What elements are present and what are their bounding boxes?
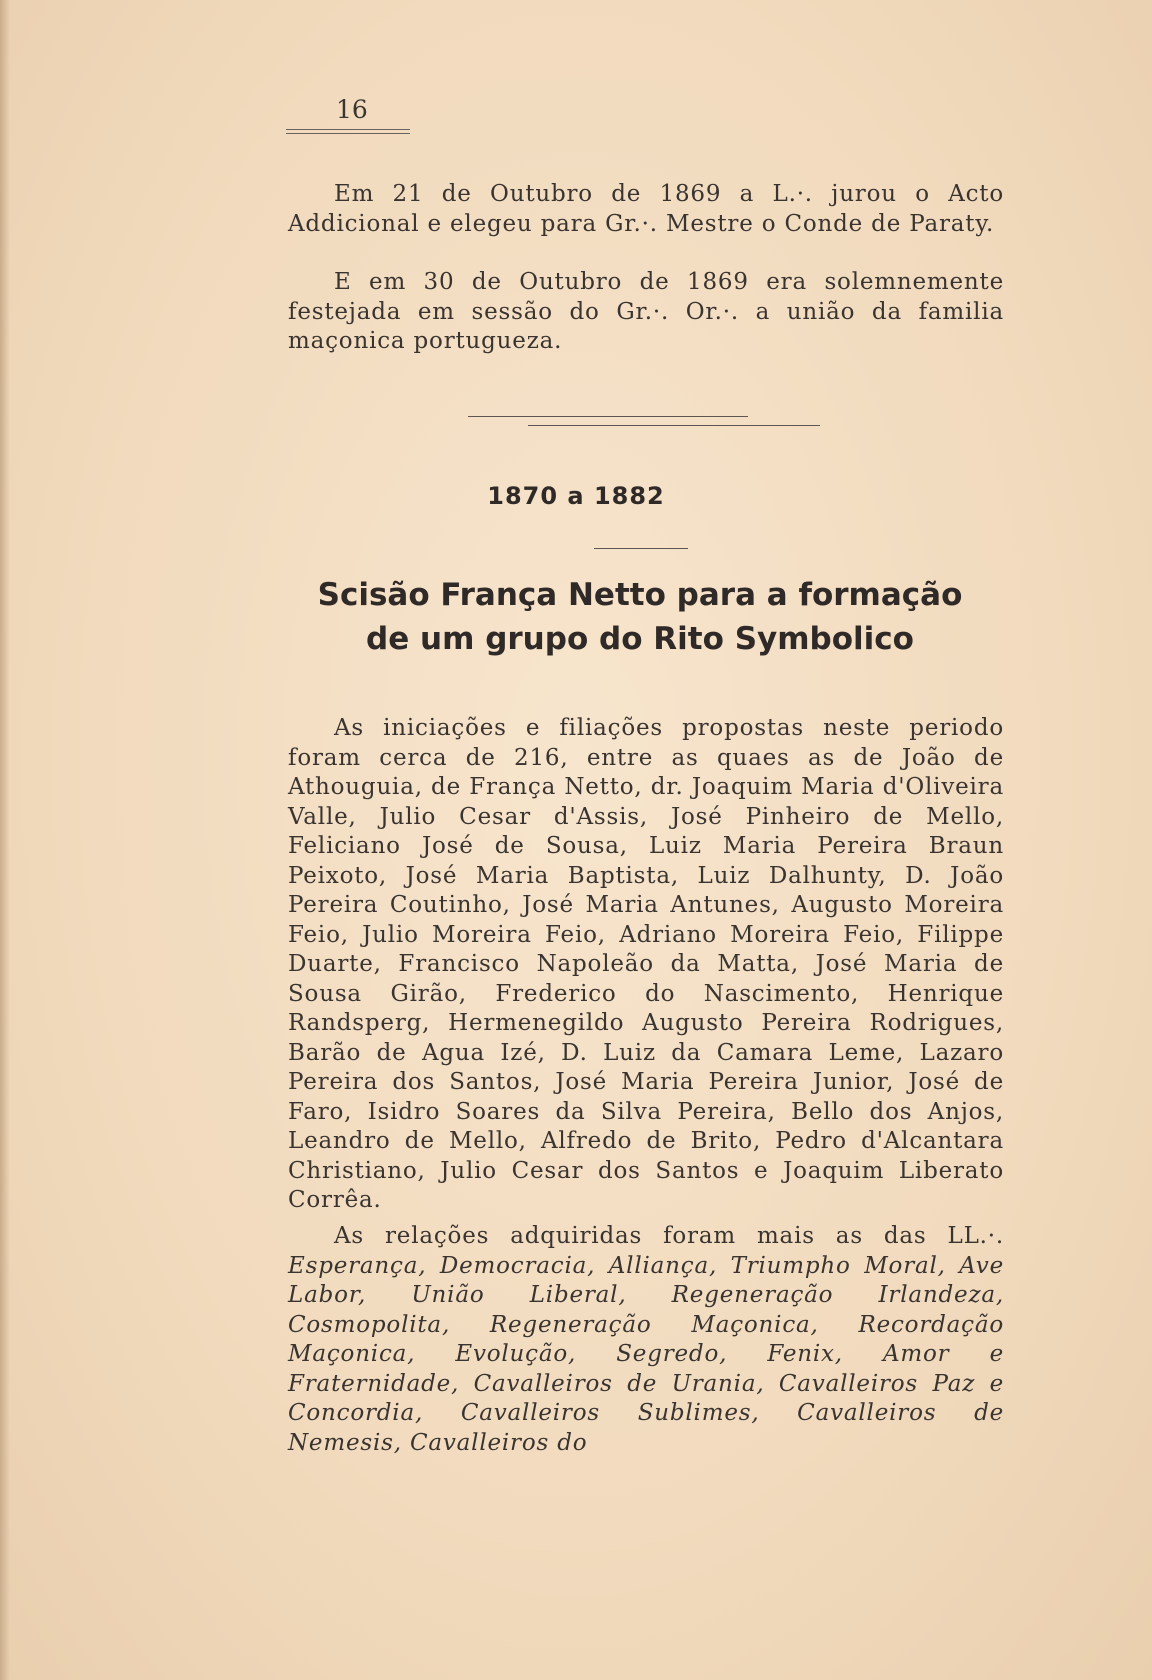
body-paragraph-relacoes <box>288 1222 1004 1458</box>
lodge-names-list: Esperança, Democracia, Alliança, Triumpho Moral, Ave Labor, União Liberal, Regeneração Irlandeza, Cosmopolita, Regeneração Maçonica, Recordação Maçonica, Evolução, Segredo, Fenix, Amor e Fraternidade, Cavalleiros de Urania, Cavalleiros Paz e Concordia, Cavalleiros Sublimes, Cavalleiros de Nemesis, Cavalleiros do <box>288 1252 1004 1456</box>
intro-paragraph-acto-addicional: Em 21 de Outubro de 1869 a L.·. jurou o Acto Addicional e elegeu para Gr.·. Mestre o Conde de Paraty. <box>288 181 1004 237</box>
intro-paragraph-uniao-familia: E em 30 de Outubro de 1869 era solemnemente festejada em sessão do Gr.·. Or.·. a união da familia maçonica portugueza. <box>288 269 1004 354</box>
section-divider-lower <box>528 425 820 426</box>
page-number: 16 <box>336 95 368 124</box>
period-underline <box>594 548 688 549</box>
page-number-rule-bottom <box>286 133 410 134</box>
section-title-line-2: de um grupo do Rito Symbolico <box>366 621 914 657</box>
period-heading: 1870 a 1882 <box>487 482 665 510</box>
section-title-line-1: Scisão França Netto para a formação <box>317 577 963 613</box>
section-divider-upper <box>468 416 748 417</box>
page-edge-shadow <box>0 0 10 1680</box>
page-number-rule-top <box>286 129 410 130</box>
body-paragraph-iniciacoes: As iniciações e filiações propostas neste periodo foram cerca de 216, entre as quaes as de João de Athouguia, de França Netto, dr. Joaquim Maria d'Oliveira Valle, Julio Cesar d'Assis, José Pinheiro de Mello, Feliciano José de Sousa, Luiz Maria Pereira Braun Peixoto, José Maria Baptista, Luiz Dalhunty, D. João Pereira Coutinho, José Maria Antunes, Augusto Moreira Feio, Julio Moreira Feio, Adriano Moreira Feio, Filippe Duarte, Francisco Napoleão da Matta, José Maria de Sousa Girão, Frederico do Nascimento, Henrique Randsperg, Hermenegildo Augusto Pereira Rodrigues, Barão de Agua Izé, D. Luiz da Camara Leme, Lazaro Pereira dos Santos, José Maria Pereira Junior, José de Faro, Isidro Soares da Silva Pereira, Bello dos Anjos, Leandro de Mello, Alfredo de Brito, Pedro d'Alcantara Christiano, Julio Cesar dos Santos e Joaquim Liberato Corrêa. <box>288 715 1004 1213</box>
relacoes-lead-text: As relações adquiridas foram mais as das LL.·. <box>334 1223 1004 1249</box>
